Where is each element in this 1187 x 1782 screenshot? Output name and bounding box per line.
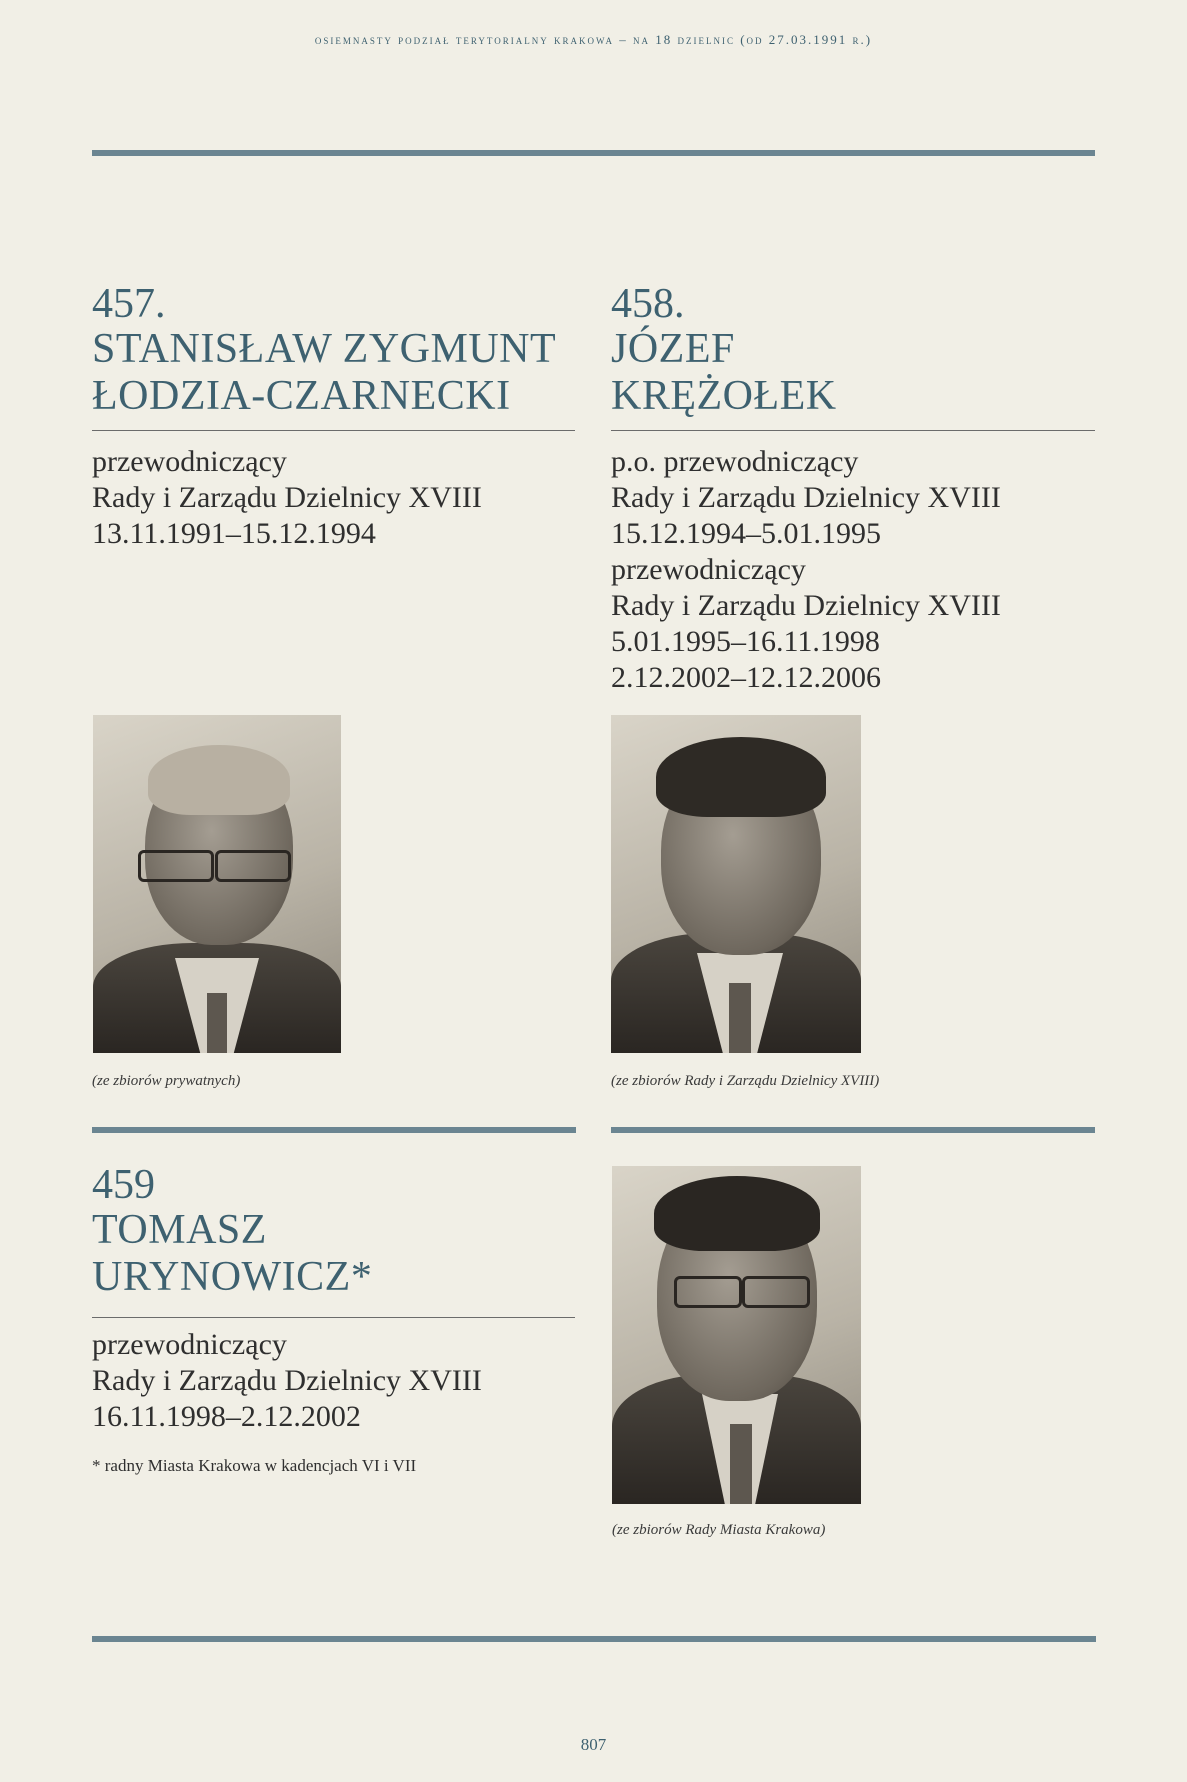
footnote: * radny Miasta Krakowa w kadencjach VI i VII bbox=[92, 1456, 417, 1475]
portrait-photo-457 bbox=[93, 715, 341, 1053]
role-line: Rady i Zarządu Dzielnicy XVIII bbox=[611, 589, 1001, 622]
entry-459-divider bbox=[92, 1317, 575, 1318]
role-line: 15.12.1994–5.01.1995 bbox=[611, 517, 881, 550]
section-rule-left bbox=[92, 1127, 576, 1133]
role-line: przewodniczący bbox=[611, 553, 806, 586]
photo-caption: (ze zbiorów Rady i Zarządu Dzielnicy XVIII) bbox=[611, 1073, 880, 1089]
entry-name-line1: STANISŁAW ZYGMUNT bbox=[92, 326, 557, 372]
entry-number: 457. bbox=[92, 281, 166, 327]
photo-caption: (ze zbiorów prywatnych) bbox=[92, 1073, 241, 1089]
role-line: 5.01.1995–16.11.1998 bbox=[611, 625, 880, 658]
entry-name-line2: KRĘŻOŁEK bbox=[611, 373, 837, 419]
bottom-rule bbox=[92, 1636, 1096, 1642]
entry-number: 458. bbox=[611, 281, 685, 327]
running-header: osiemnasty podział terytorialny krakowa – na 18 dzielnic (od 27.03.1991 r.) bbox=[314, 32, 873, 47]
role-line: Rady i Zarządu Dzielnicy XVIII bbox=[92, 1364, 482, 1397]
entry-458-roles bbox=[611, 444, 1101, 696]
portrait-photo-458 bbox=[611, 715, 861, 1053]
role-line: 2.12.2002–12.12.2006 bbox=[611, 661, 881, 694]
entry-457-roles bbox=[92, 444, 582, 552]
entry-number: 459 bbox=[92, 1162, 155, 1208]
entry-459 bbox=[92, 1163, 582, 1301]
entry-457 bbox=[92, 282, 582, 420]
role-line: p.o. przewodniczący bbox=[611, 445, 859, 478]
section-rule-right bbox=[611, 1127, 1095, 1133]
entry-name-line1: JÓZEF bbox=[611, 326, 735, 372]
role-line: Rady i Zarządu Dzielnicy XVIII bbox=[611, 481, 1001, 514]
page-number: 807 bbox=[580, 1735, 607, 1754]
portrait-photo-459 bbox=[612, 1166, 861, 1504]
role-line: 13.11.1991–15.12.1994 bbox=[92, 517, 376, 550]
role-line: Rady i Zarządu Dzielnicy XVIII bbox=[92, 481, 482, 514]
entry-name-line2: URYNOWICZ* bbox=[92, 1254, 373, 1300]
photo-caption: (ze zbiorów Rady Miasta Krakowa) bbox=[612, 1522, 826, 1538]
entry-name-line2: ŁODZIA-CZARNECKI bbox=[92, 373, 511, 419]
entry-457-divider bbox=[92, 430, 575, 431]
role-line: przewodniczący bbox=[92, 1328, 287, 1361]
role-line: 16.11.1998–2.12.2002 bbox=[92, 1400, 361, 1433]
entry-459-roles bbox=[92, 1327, 582, 1435]
entry-458 bbox=[611, 282, 1101, 420]
role-line: przewodniczący bbox=[92, 445, 287, 478]
top-rule bbox=[92, 150, 1095, 156]
entry-name-line1: TOMASZ bbox=[92, 1207, 267, 1253]
entry-458-divider bbox=[611, 430, 1095, 431]
